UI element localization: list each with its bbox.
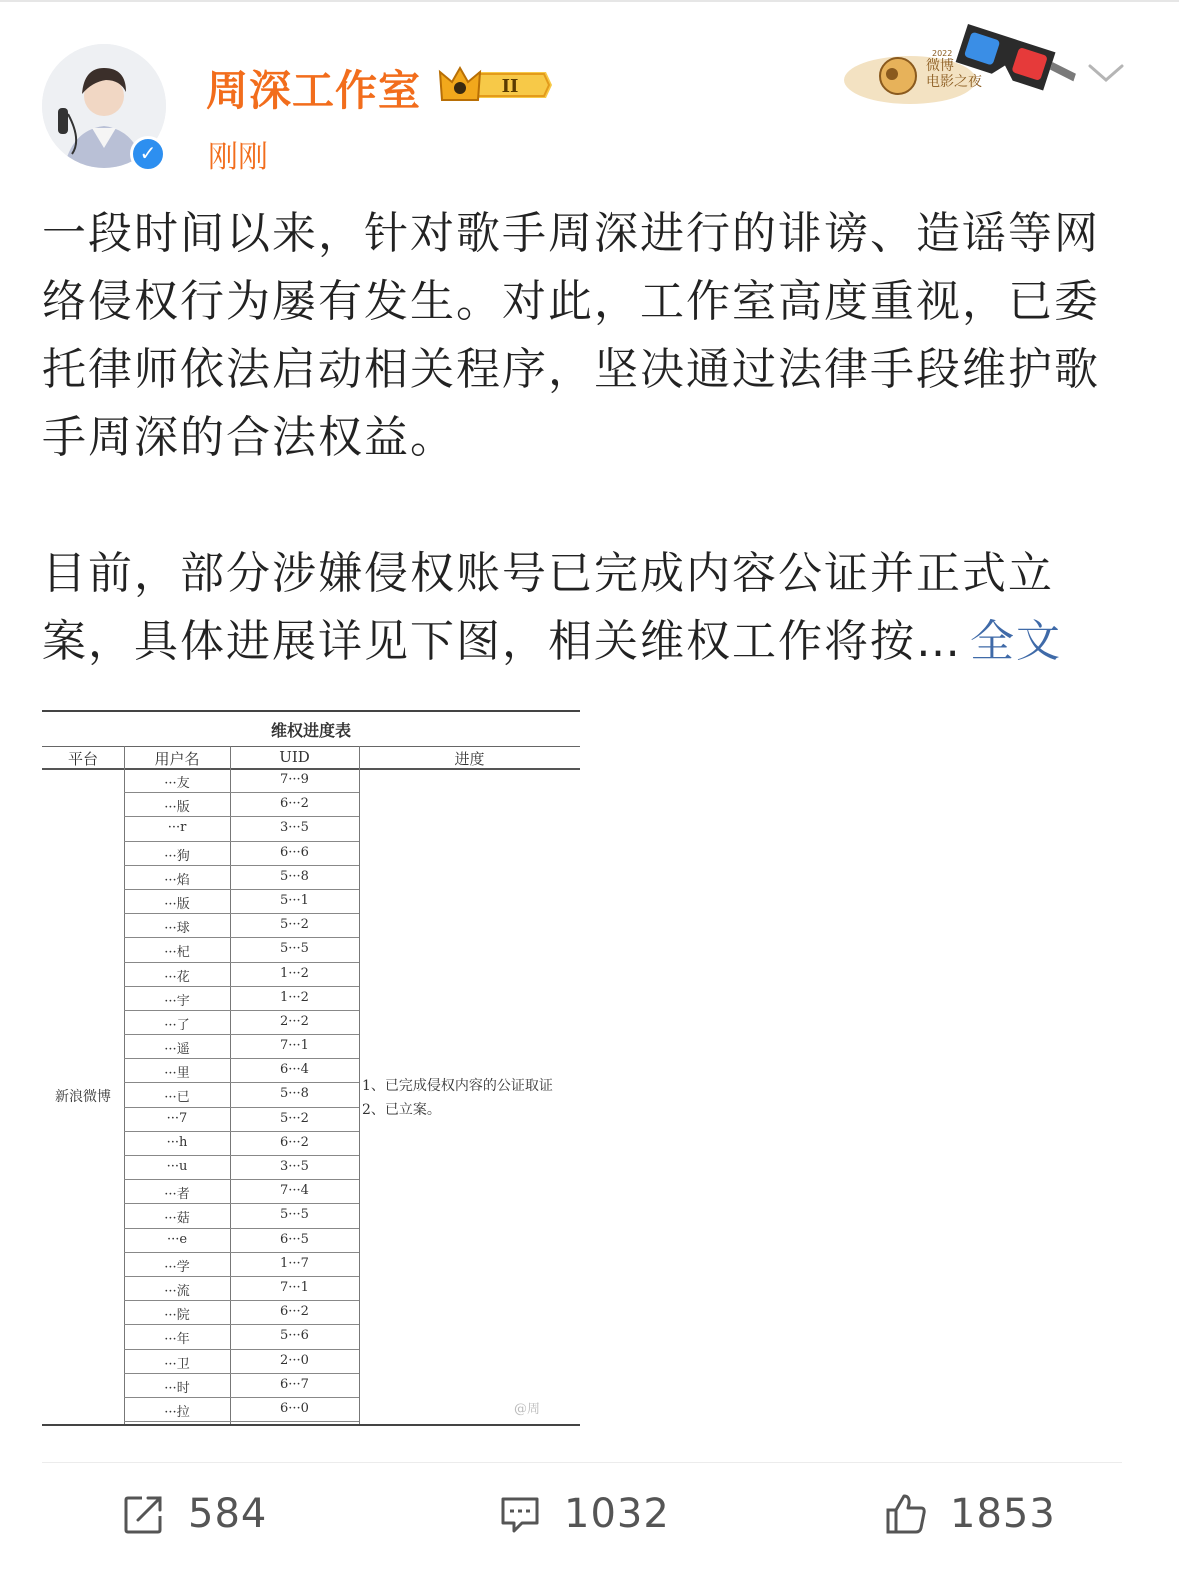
repost-button[interactable] bbox=[122, 1490, 267, 1538]
username-cell: ···友 bbox=[164, 776, 190, 791]
username-cell: ···已 bbox=[164, 1090, 190, 1106]
table-row bbox=[124, 938, 359, 962]
uid-cell: 1···7 bbox=[280, 1255, 309, 1271]
username-cell: ···年 bbox=[164, 1332, 190, 1348]
progress-line-2: 2、已立案。 bbox=[362, 1102, 441, 1118]
uid-cell: 2···0 bbox=[280, 1352, 309, 1368]
username-cell: ···u bbox=[166, 1159, 188, 1174]
table-row bbox=[124, 1011, 359, 1035]
header-uid: UID bbox=[279, 748, 310, 766]
username-cell: ···学 bbox=[164, 1259, 190, 1275]
uid-cell: 5···5 bbox=[280, 941, 309, 957]
table-row bbox=[124, 1132, 359, 1156]
header-username: 用户名 bbox=[154, 750, 200, 768]
username-cell: ···h bbox=[166, 1134, 188, 1150]
uid-cell: 6···2 bbox=[280, 1134, 309, 1150]
table-row bbox=[124, 1253, 359, 1277]
username-cell: ···者 bbox=[164, 1187, 190, 1203]
username-cell: ···焰 bbox=[164, 872, 190, 888]
table-row bbox=[124, 987, 359, 1011]
full-text-link[interactable]: 全文 bbox=[970, 616, 1062, 667]
username-cell: ···7 bbox=[166, 1110, 188, 1126]
table-row bbox=[124, 817, 359, 841]
post-paragraph-2-text: 目前，部分涉嫌侵权账号已完成内容公证并正式立案，具体进展详见下图，相关维权工作将按… bbox=[42, 548, 1054, 667]
vip-level: II bbox=[501, 76, 519, 97]
table-row bbox=[124, 793, 359, 817]
comment-count: 1032 bbox=[564, 1491, 670, 1537]
uid-cell: 1···2 bbox=[280, 965, 309, 981]
post-paragraph-2 bbox=[42, 540, 1142, 676]
table-row bbox=[124, 1108, 359, 1132]
uid-cell: 7···1 bbox=[280, 1038, 309, 1054]
username-cell: ···里 bbox=[164, 1066, 190, 1082]
uid-cell: 5···2 bbox=[280, 917, 309, 933]
username-cell: ···卫 bbox=[164, 1356, 190, 1372]
username-cell: ···版 bbox=[164, 896, 190, 912]
uid-cell: 5···8 bbox=[280, 1086, 309, 1102]
table-row bbox=[124, 890, 359, 914]
uid-cell: 6···5 bbox=[280, 1231, 309, 1247]
actions-divider bbox=[42, 1462, 1122, 1463]
table-row bbox=[124, 1374, 359, 1398]
table-row bbox=[124, 1325, 359, 1349]
post-content bbox=[42, 200, 1142, 676]
uid-cell: 1···2 bbox=[280, 989, 309, 1005]
vip-crown-icon[interactable] bbox=[438, 62, 554, 108]
username-cell: ···花 bbox=[164, 969, 190, 985]
post-time: 刚刚 bbox=[208, 140, 268, 175]
platform-cell: 新浪微博 bbox=[55, 1089, 111, 1105]
table-row bbox=[124, 963, 359, 987]
movie-night-sticker bbox=[840, 18, 1080, 110]
like-icon bbox=[884, 1492, 928, 1536]
username-cell: ···了 bbox=[164, 1017, 190, 1033]
username-cell: ···宇 bbox=[164, 993, 190, 1009]
like-count: 1853 bbox=[950, 1491, 1056, 1537]
svg-text:电影之夜: 电影之夜 bbox=[926, 74, 982, 90]
table-bottom-rule bbox=[42, 1424, 580, 1426]
uid-cell: 6···4 bbox=[280, 1062, 309, 1078]
table-row bbox=[124, 866, 359, 890]
uid-cell: 6···2 bbox=[280, 796, 309, 812]
username-cell: ···遥 bbox=[164, 1042, 190, 1058]
author-name[interactable]: 周深工作室 bbox=[206, 66, 422, 115]
username-cell: ···狗 bbox=[164, 848, 190, 864]
username-cell: ···球 bbox=[164, 921, 190, 937]
username-cell: ···拉 bbox=[164, 1404, 190, 1420]
attached-table-image[interactable] bbox=[42, 710, 580, 1426]
comment-icon bbox=[498, 1492, 542, 1536]
header-progress: 进度 bbox=[454, 750, 485, 768]
table-row bbox=[124, 1180, 359, 1204]
uid-cell: 5···8 bbox=[280, 868, 309, 884]
uid-cell: 2···2 bbox=[280, 1013, 309, 1029]
table-row bbox=[124, 1301, 359, 1325]
table-row bbox=[124, 1083, 359, 1107]
username-cell: ···流 bbox=[164, 1283, 190, 1299]
image-watermark: @周 bbox=[514, 1402, 541, 1417]
table-rows bbox=[124, 769, 359, 1422]
repost-icon bbox=[122, 1492, 166, 1536]
progress-line-1: 1、已完成侵权内容的公证取证 bbox=[362, 1078, 553, 1094]
column-divider bbox=[359, 746, 360, 1424]
table-row bbox=[124, 1156, 359, 1180]
uid-cell: 6···7 bbox=[280, 1376, 309, 1392]
repost-count: 584 bbox=[188, 1491, 268, 1537]
chevron-down-icon[interactable] bbox=[1086, 58, 1126, 88]
svg-text:2022: 2022 bbox=[932, 49, 953, 58]
table-row bbox=[124, 1059, 359, 1083]
uid-cell: 5···5 bbox=[280, 1207, 309, 1223]
username-cell: ···时 bbox=[164, 1380, 190, 1396]
username-cell: ···杞 bbox=[164, 945, 190, 961]
table-row bbox=[124, 1035, 359, 1059]
table-row bbox=[124, 1204, 359, 1228]
comment-button[interactable] bbox=[498, 1490, 670, 1538]
table-title: 维权进度表 bbox=[270, 721, 351, 740]
post-paragraph-1: 一段时间以来，针对歌手周深进行的诽谤、造谣等网络侵权行为屡有发生。对此，工作室高度重视，已委托律师依法启动相关程序，坚决通过法律手段维护歌手周深的合法权益。 bbox=[42, 208, 1100, 463]
uid-cell: 5···1 bbox=[280, 892, 309, 908]
username-cell: ···院 bbox=[164, 1308, 190, 1324]
table-row bbox=[124, 1398, 359, 1422]
uid-cell: 6···2 bbox=[280, 1304, 309, 1320]
uid-cell: 3···5 bbox=[280, 820, 309, 836]
table-header-rule bbox=[42, 746, 580, 747]
uid-cell: 7···9 bbox=[280, 772, 309, 787]
header-platform: 平台 bbox=[67, 750, 98, 768]
top-divider bbox=[0, 0, 1179, 2]
table-row bbox=[124, 842, 359, 866]
uid-cell: 7···1 bbox=[280, 1279, 309, 1295]
svg-text:微博: 微博 bbox=[926, 58, 954, 74]
table-row bbox=[124, 1350, 359, 1374]
username-cell: ···e bbox=[166, 1231, 188, 1247]
table-row bbox=[124, 914, 359, 938]
uid-cell: 7···4 bbox=[280, 1183, 309, 1199]
table-top-rule bbox=[42, 710, 580, 712]
uid-cell: 5···2 bbox=[280, 1110, 309, 1126]
uid-cell: 6···6 bbox=[280, 844, 309, 860]
like-button[interactable] bbox=[884, 1490, 1056, 1538]
username-cell: ···版 bbox=[164, 800, 190, 816]
uid-cell: 6···0 bbox=[280, 1400, 309, 1416]
verified-icon: ✓ bbox=[130, 136, 166, 172]
table-row bbox=[124, 1277, 359, 1301]
username-cell: ···r bbox=[167, 820, 187, 836]
uid-cell: 3···5 bbox=[280, 1159, 309, 1174]
username-cell: ···菇 bbox=[164, 1211, 190, 1227]
progress-cell bbox=[362, 1074, 582, 1122]
table-row bbox=[124, 1229, 359, 1253]
uid-cell: 5···6 bbox=[280, 1328, 309, 1344]
table-row bbox=[124, 769, 359, 793]
